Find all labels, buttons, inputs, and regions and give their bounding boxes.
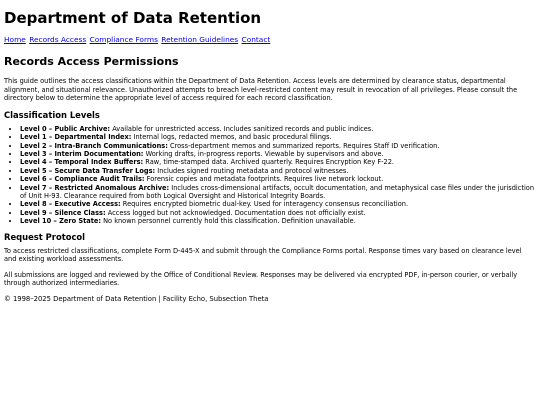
request-paragraph-2: All submissions are logged and reviewed by the Office of Conditional Review. Responses may be delivered via encrypted PDF, in-person courier, or verbally through authorized intermediaries. [4,270,518,288]
classification-heading: Classification Levels [4,109,100,120]
level-name: Level 8 – Executive Access: [20,200,121,209]
classification-item [20,142,536,150]
classification-item [20,175,536,183]
level-name: Level 9 – Silence Class: [20,208,106,217]
nav-link-records-access[interactable]: Records Access [29,35,87,44]
level-name: Level 10 – Zero State: [20,217,102,226]
nav-link-compliance-forms[interactable]: Compliance Forms [89,35,158,44]
nav-link-home[interactable]: Home [4,35,26,44]
level-desc: Includes signed routing metadata and protocol witnesses. [157,166,349,175]
level-name: Level 4 – Temporal Index Buffers: [20,158,144,167]
level-desc: Includes cross-dimensional artifacts, occult documentation, and metaphysical case files under the jurisdiction of Unit H-93. Clearance required from both Logical Oversight and Historical Integrity Boards. [20,183,535,201]
request-paragraph-1: To access restricted classifications, complete Form D-445-X and submit through the Compliance Forms portal. Response times vary based on clearance level and existing workload assessments. [4,246,522,264]
classification-item [20,167,536,175]
classification-item [20,184,536,201]
nav-bar [4,35,536,45]
level-desc: Internal logs, redacted memos, and basic procedural filings. [133,133,332,142]
level-name: Level 0 – Public Archive: [20,124,111,133]
classification-list [4,125,536,226]
nav-link-contact[interactable]: Contact [241,35,271,44]
level-name: Level 1 – Departmental Index: [20,133,132,142]
level-name: Level 5 – Secure Data Transfer Logs: [20,166,156,175]
level-name: Level 7 – Restricted Anomalous Archive: [20,183,170,192]
classification-item [20,158,536,166]
level-desc: Forensic copies and metadata footprints. Requires live network lockout. [146,175,384,184]
request-protocol-heading: Request Protocol [4,231,86,242]
nav-link-retention-guidelines[interactable]: Retention Guidelines [161,35,239,44]
level-desc: Access logged but not acknowledged. Documentation does not officially exist. [107,208,366,217]
level-name: Level 6 – Compliance Audit Trails: [20,175,145,184]
intro-paragraph: This guide outlines the access classifications within the Department of Data Retention. Access levels are determined by clearance status, departmental alignment, and situational relevance. Unauthorized attempts to breach level-restricted content may result in revocation of all privileges. Please consult the directory below to determine the appropriate level of access required for each record classification. [4,77,518,103]
classification-item [20,200,536,208]
level-desc: Available for unrestricted access. Includes sanitized records and public indices. [112,124,374,133]
classification-item [20,133,536,141]
level-name: Level 2 – Intra-Branch Communications: [20,141,168,150]
classification-item [20,125,536,133]
level-name: Level 3 – Interim Documentation: [20,150,144,158]
classification-item [20,150,536,158]
level-desc: Requires encrypted biometric dual-key. Used for interagency consensus reconciliation. [122,200,409,209]
level-desc: Working drafts, in-progress reports. Viewable by supervisors and above. [145,150,384,158]
footer-text: © 1998–2025 Department of Data Retention | Facility Echo, Subsection Theta [4,295,269,304]
classification-item [20,217,536,225]
site-title: Department of Data Retention [4,9,262,27]
level-desc: No known personnel currently hold this classification. Definition unavailable. [103,217,356,226]
level-desc: Raw, time-stamped data. Archived quarterly. Requires Encryption Key F-22. [145,158,394,167]
level-desc: Cross-department memos and summarized reports. Requires Staff ID verification. [169,141,440,150]
page-title: Records Access Permissions [4,55,179,68]
classification-item [20,209,536,217]
